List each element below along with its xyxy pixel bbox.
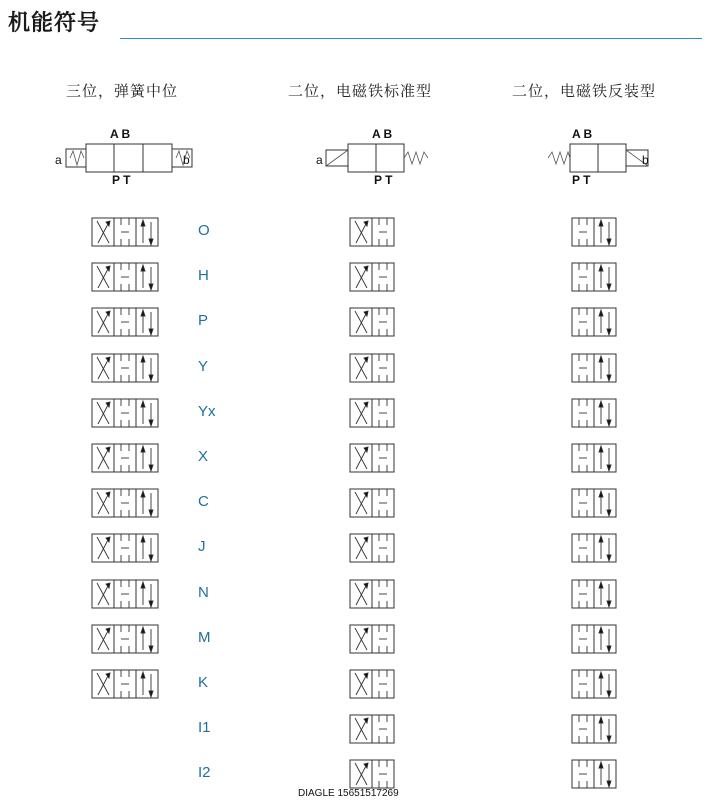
two-position-reverse-symbol xyxy=(570,623,620,657)
three-position-symbol xyxy=(90,668,162,702)
function-code-label: K xyxy=(198,674,209,691)
two-position-reverse-symbol xyxy=(570,261,620,295)
function-code-label: I1 xyxy=(198,719,211,736)
two-position-standard-symbol xyxy=(348,216,398,250)
function-code-label: C xyxy=(198,493,209,510)
function-code-label: Y xyxy=(198,358,209,375)
function-code-label: P xyxy=(198,312,209,329)
three-position-symbol xyxy=(90,532,162,566)
three-position-symbol xyxy=(90,216,162,250)
title-rule xyxy=(120,38,702,39)
two-position-reverse-symbol xyxy=(570,352,620,386)
two-position-reverse-symbol xyxy=(570,306,620,340)
port-label-ab: A B xyxy=(572,127,593,141)
two-position-standard-symbol xyxy=(348,578,398,612)
two-position-standard-symbol xyxy=(348,487,398,521)
header-symbol-two-position-standard xyxy=(312,124,432,188)
two-position-standard-symbol xyxy=(348,306,398,340)
three-position-symbol xyxy=(90,623,162,657)
header-symbol-two-position-reverse xyxy=(546,124,666,188)
port-label-pt: P T xyxy=(572,173,591,187)
two-position-standard-symbol xyxy=(348,623,398,657)
three-position-symbol xyxy=(90,306,162,340)
column-title-two-position-standard: 二位，电磁铁标准型 xyxy=(288,82,433,100)
two-position-standard-symbol xyxy=(348,758,398,792)
two-position-standard-symbol xyxy=(348,532,398,566)
function-code-label: H xyxy=(198,267,209,284)
page-title: 机能符号 xyxy=(8,11,101,36)
function-code-label: Yx xyxy=(198,403,216,420)
footer-contact: DIAGLE 15651517269 xyxy=(298,788,399,799)
solenoid-label-b: b xyxy=(183,153,190,167)
solenoid-label-b: b xyxy=(642,153,649,167)
three-position-symbol xyxy=(90,442,162,476)
two-position-standard-symbol xyxy=(348,442,398,476)
column-title-three-position: 三位，弹簧中位 xyxy=(66,82,179,100)
two-position-standard-symbol xyxy=(348,668,398,702)
two-position-standard-symbol xyxy=(348,397,398,431)
solenoid-label-a: a xyxy=(316,153,323,167)
port-label-ab: A B xyxy=(372,127,393,141)
port-label-ab: A B xyxy=(110,127,131,141)
three-position-symbol xyxy=(90,352,162,386)
two-position-reverse-symbol xyxy=(570,713,620,747)
function-code-label: X xyxy=(198,448,209,465)
two-position-standard-symbol xyxy=(348,713,398,747)
port-label-pt: P T xyxy=(374,173,393,187)
function-code-label: N xyxy=(198,584,209,601)
function-code-label: M xyxy=(198,629,211,646)
two-position-reverse-symbol xyxy=(570,397,620,431)
three-position-symbol xyxy=(90,397,162,431)
function-code-label: O xyxy=(198,222,210,239)
header-bar xyxy=(0,0,710,44)
column-title-two-position-reverse: 二位，电磁铁反装型 xyxy=(512,82,657,100)
two-position-reverse-symbol xyxy=(570,668,620,702)
two-position-reverse-symbol xyxy=(570,578,620,612)
three-position-symbol xyxy=(90,487,162,521)
three-position-symbol xyxy=(90,578,162,612)
function-code-label: I2 xyxy=(198,764,211,781)
two-position-reverse-symbol xyxy=(570,758,620,792)
two-position-standard-symbol xyxy=(348,261,398,295)
three-position-symbol xyxy=(90,261,162,295)
two-position-reverse-symbol xyxy=(570,216,620,250)
solenoid-label-a: a xyxy=(55,153,62,167)
two-position-reverse-symbol xyxy=(570,487,620,521)
header-symbol-three-position xyxy=(50,124,200,188)
function-code-label: J xyxy=(198,538,206,555)
two-position-standard-symbol xyxy=(348,352,398,386)
port-label-pt: P T xyxy=(112,173,131,187)
two-position-reverse-symbol xyxy=(570,442,620,476)
two-position-reverse-symbol xyxy=(570,532,620,566)
